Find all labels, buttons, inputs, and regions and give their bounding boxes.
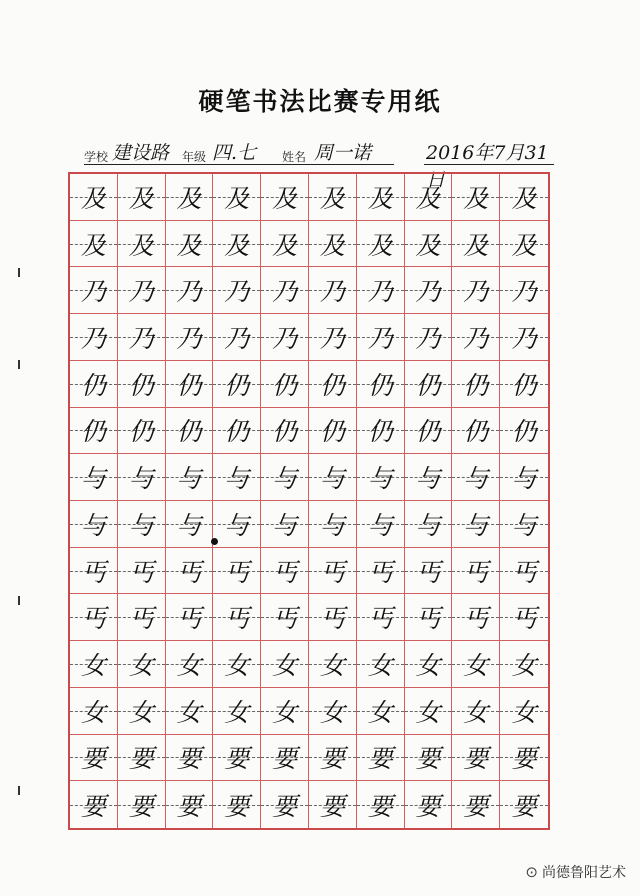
practice-character: 要 xyxy=(511,791,537,821)
practice-character: 要 xyxy=(128,791,154,821)
grid-cell xyxy=(309,267,357,314)
grid-cell xyxy=(70,735,118,782)
grid-cell xyxy=(70,688,118,735)
grid-cell xyxy=(452,361,500,408)
practice-character: 乃 xyxy=(463,323,489,353)
grid-cell xyxy=(70,267,118,314)
grid-cell xyxy=(500,594,548,641)
grid-cell xyxy=(213,688,261,735)
practice-character: 要 xyxy=(319,744,345,774)
grid-cell xyxy=(357,735,405,782)
margin-mark xyxy=(18,360,20,369)
grid-cell xyxy=(166,314,214,361)
grid-cell xyxy=(405,548,453,595)
practice-character: 仍 xyxy=(128,417,154,447)
grid-cell xyxy=(357,688,405,735)
grid-cell xyxy=(405,454,453,501)
practice-character: 与 xyxy=(224,464,250,494)
practice-character: 女 xyxy=(224,697,250,727)
practice-character: 及 xyxy=(272,183,298,213)
grid-cell xyxy=(118,314,166,361)
grid-cell xyxy=(166,267,214,314)
grid-cell xyxy=(70,174,118,221)
grid-cell xyxy=(500,408,548,455)
page-title: 硬笔书法比赛专用纸 xyxy=(198,87,442,116)
grid-cell xyxy=(452,688,500,735)
grid-cell xyxy=(309,548,357,595)
practice-character: 与 xyxy=(80,510,106,540)
grid-cell xyxy=(166,781,214,828)
date-underline xyxy=(424,164,554,165)
practice-character: 乃 xyxy=(176,323,202,353)
grid-cell xyxy=(309,735,357,782)
school-label: 学校 xyxy=(84,150,109,164)
practice-character: 丐 xyxy=(511,604,537,634)
practice-character: 要 xyxy=(224,791,250,821)
grid-cell xyxy=(357,267,405,314)
practice-character: 及 xyxy=(415,230,441,260)
grid-cell xyxy=(357,594,405,641)
grid-cell xyxy=(166,221,214,268)
grid-cell xyxy=(118,501,166,548)
practice-character: 与 xyxy=(511,510,537,540)
practice-character: 乃 xyxy=(319,323,345,353)
grid-cell xyxy=(261,174,309,221)
practice-grid xyxy=(68,172,550,830)
grid-cell xyxy=(213,594,261,641)
grid-cell xyxy=(70,221,118,268)
practice-character: 要 xyxy=(415,791,441,821)
grid-cell xyxy=(357,548,405,595)
grid-cell xyxy=(166,361,214,408)
practice-character: 丐 xyxy=(272,604,298,634)
grid-cell xyxy=(118,174,166,221)
practice-character: 及 xyxy=(415,183,441,213)
grid-cell xyxy=(118,594,166,641)
grid-cell xyxy=(309,174,357,221)
practice-character: 与 xyxy=(319,464,345,494)
grid-cell xyxy=(261,221,309,268)
grid-cell xyxy=(118,408,166,455)
practice-character: 仍 xyxy=(367,370,393,400)
practice-character: 丐 xyxy=(367,604,393,634)
grid-cell xyxy=(357,221,405,268)
practice-character: 乃 xyxy=(80,323,106,353)
practice-character: 要 xyxy=(367,791,393,821)
grid-cell xyxy=(500,361,548,408)
grid-cell xyxy=(500,267,548,314)
practice-character: 丐 xyxy=(272,557,298,587)
grid-cell xyxy=(309,501,357,548)
practice-character: 与 xyxy=(224,510,250,540)
practice-character: 及 xyxy=(272,230,298,260)
practice-character: 乃 xyxy=(176,277,202,307)
practice-character: 仍 xyxy=(176,370,202,400)
grid-cell xyxy=(70,548,118,595)
practice-character: 丐 xyxy=(80,557,106,587)
practice-character: 及 xyxy=(367,230,393,260)
grid-cell xyxy=(309,641,357,688)
grid-cell xyxy=(70,501,118,548)
grid-cell xyxy=(452,735,500,782)
grid-cell xyxy=(309,221,357,268)
practice-character: 女 xyxy=(511,650,537,680)
grid-cell xyxy=(70,454,118,501)
practice-character: 及 xyxy=(80,183,106,213)
practice-character: 乃 xyxy=(128,277,154,307)
practice-character: 与 xyxy=(128,510,154,540)
practice-character: 要 xyxy=(176,791,202,821)
practice-character: 仍 xyxy=(128,370,154,400)
grid-cell xyxy=(261,501,309,548)
grid-cell xyxy=(166,174,214,221)
grid-cell xyxy=(500,174,548,221)
practice-character: 丐 xyxy=(80,604,106,634)
practice-character: 仍 xyxy=(511,417,537,447)
grid-cell xyxy=(500,454,548,501)
practice-character: 要 xyxy=(463,791,489,821)
grade-label: 年级 xyxy=(182,150,207,164)
grid-cell xyxy=(452,781,500,828)
grid-cell xyxy=(357,408,405,455)
grid-cell xyxy=(452,454,500,501)
practice-character: 仍 xyxy=(224,370,250,400)
grid-cell xyxy=(309,454,357,501)
watermark xyxy=(525,862,626,882)
practice-character: 乃 xyxy=(319,277,345,307)
school-value: 建设路 xyxy=(112,142,170,164)
grid-cell xyxy=(405,314,453,361)
practice-character: 女 xyxy=(128,650,154,680)
practice-character: 要 xyxy=(319,791,345,821)
practice-character: 丐 xyxy=(128,604,154,634)
info-underline xyxy=(84,164,394,165)
grid-cell xyxy=(213,361,261,408)
practice-character: 乃 xyxy=(511,277,537,307)
grid-cell xyxy=(118,221,166,268)
practice-character: 乃 xyxy=(415,277,441,307)
practice-character: 女 xyxy=(319,697,345,727)
grid-cell xyxy=(261,548,309,595)
grid-cell xyxy=(261,454,309,501)
practice-character: 与 xyxy=(272,510,298,540)
practice-character: 仍 xyxy=(415,370,441,400)
practice-character: 及 xyxy=(511,230,537,260)
practice-character: 丐 xyxy=(463,557,489,587)
practice-character: 仍 xyxy=(415,417,441,447)
practice-character: 要 xyxy=(367,744,393,774)
practice-character: 女 xyxy=(80,697,106,727)
practice-character: 与 xyxy=(319,510,345,540)
margin-mark xyxy=(18,596,20,605)
practice-character: 及 xyxy=(511,183,537,213)
grid-cell xyxy=(500,501,548,548)
practice-character: 女 xyxy=(415,697,441,727)
grid-cell xyxy=(452,548,500,595)
practice-character: 丐 xyxy=(319,604,345,634)
grid-cell xyxy=(118,641,166,688)
grid-cell xyxy=(118,781,166,828)
grid-cell xyxy=(500,548,548,595)
grid-cell xyxy=(70,314,118,361)
grid-cell xyxy=(166,594,214,641)
grid-cell xyxy=(452,408,500,455)
practice-character: 及 xyxy=(319,183,345,213)
grid-cell xyxy=(261,267,309,314)
practice-character: 丐 xyxy=(176,604,202,634)
practice-character: 仍 xyxy=(80,417,106,447)
practice-character: 与 xyxy=(463,464,489,494)
practice-character: 女 xyxy=(367,650,393,680)
practice-character: 乃 xyxy=(463,277,489,307)
grid-cell xyxy=(70,408,118,455)
practice-character: 及 xyxy=(367,183,393,213)
grid-cell xyxy=(213,501,261,548)
practice-character: 丐 xyxy=(128,557,154,587)
practice-character: 与 xyxy=(415,510,441,540)
grid-cell xyxy=(166,501,214,548)
name-value: 周一诺 xyxy=(314,142,372,164)
grid-cell xyxy=(70,781,118,828)
practice-character: 要 xyxy=(176,744,202,774)
practice-character: 仍 xyxy=(511,370,537,400)
grid-cell xyxy=(309,688,357,735)
practice-character: 乃 xyxy=(272,323,298,353)
practice-character: 乃 xyxy=(367,277,393,307)
grid-cell xyxy=(166,688,214,735)
practice-character: 与 xyxy=(511,464,537,494)
grid-cell xyxy=(357,174,405,221)
grid-cell xyxy=(309,314,357,361)
grid-cell xyxy=(357,641,405,688)
grid-cell xyxy=(500,781,548,828)
practice-character: 丐 xyxy=(415,557,441,587)
name-label: 姓名 xyxy=(282,150,307,164)
watermark-text: 尚德鲁阳艺术 xyxy=(542,865,626,881)
practice-character: 丐 xyxy=(176,557,202,587)
practice-character: 女 xyxy=(80,650,106,680)
grid-cell xyxy=(452,174,500,221)
grid-cell xyxy=(309,594,357,641)
grid-cell xyxy=(309,361,357,408)
practice-character: 丐 xyxy=(415,604,441,634)
practice-character: 仍 xyxy=(319,417,345,447)
grid-cell xyxy=(213,548,261,595)
practice-character: 要 xyxy=(272,791,298,821)
grid-cell xyxy=(357,314,405,361)
practice-character: 乃 xyxy=(511,323,537,353)
grid-cell xyxy=(405,221,453,268)
practice-character: 仍 xyxy=(367,417,393,447)
practice-character: 及 xyxy=(176,230,202,260)
grid-cell xyxy=(261,361,309,408)
grid-cell xyxy=(261,314,309,361)
practice-character: 与 xyxy=(367,464,393,494)
grid-cell xyxy=(452,594,500,641)
practice-character: 女 xyxy=(176,650,202,680)
grid-cell xyxy=(452,641,500,688)
practice-character: 与 xyxy=(80,464,106,494)
practice-character: 仍 xyxy=(463,370,489,400)
grid-cell xyxy=(213,408,261,455)
grid-cell xyxy=(70,641,118,688)
practice-character: 乃 xyxy=(367,323,393,353)
grid-cell xyxy=(118,688,166,735)
grid-cell xyxy=(118,454,166,501)
practice-character: 与 xyxy=(463,510,489,540)
grid-cell xyxy=(261,594,309,641)
practice-character: 要 xyxy=(80,744,106,774)
practice-character: 女 xyxy=(224,650,250,680)
margin-mark xyxy=(18,786,20,795)
practice-character: 仍 xyxy=(272,417,298,447)
grid-cell xyxy=(452,267,500,314)
practice-character: 及 xyxy=(176,183,202,213)
grid-cell xyxy=(261,735,309,782)
grid-cell xyxy=(213,314,261,361)
practice-character: 女 xyxy=(272,697,298,727)
grid-cell xyxy=(70,594,118,641)
grid-cell xyxy=(405,408,453,455)
practice-character: 丐 xyxy=(224,557,250,587)
practice-character: 丐 xyxy=(319,557,345,587)
practice-character: 女 xyxy=(463,650,489,680)
grid-cell xyxy=(452,221,500,268)
practice-character: 乃 xyxy=(80,277,106,307)
practice-character: 乃 xyxy=(224,277,250,307)
practice-character: 乃 xyxy=(224,323,250,353)
practice-character: 要 xyxy=(511,744,537,774)
practice-character: 及 xyxy=(224,230,250,260)
grid-cell xyxy=(166,641,214,688)
practice-character: 及 xyxy=(128,230,154,260)
grid-cell xyxy=(118,548,166,595)
grid-cell xyxy=(261,781,309,828)
grid-cell xyxy=(213,267,261,314)
practice-character: 丐 xyxy=(224,604,250,634)
grid-cell xyxy=(405,641,453,688)
grid-cell xyxy=(309,408,357,455)
practice-character: 及 xyxy=(319,230,345,260)
grid-cell xyxy=(70,361,118,408)
practice-character: 及 xyxy=(463,230,489,260)
grid-cell xyxy=(357,781,405,828)
grade-value: 四.七 xyxy=(212,142,257,164)
practice-character: 要 xyxy=(415,744,441,774)
practice-character: 女 xyxy=(319,650,345,680)
grid-cell xyxy=(405,361,453,408)
practice-character: 女 xyxy=(415,650,441,680)
practice-character: 女 xyxy=(463,697,489,727)
grid-cell xyxy=(118,735,166,782)
grid-cell xyxy=(213,221,261,268)
practice-character: 要 xyxy=(80,791,106,821)
grid-cell xyxy=(213,735,261,782)
grid-cell xyxy=(118,267,166,314)
grid-cell xyxy=(405,174,453,221)
grid-cell xyxy=(357,361,405,408)
grid-cell xyxy=(500,314,548,361)
margin-mark xyxy=(18,268,20,277)
grid-cell xyxy=(213,641,261,688)
practice-character: 仍 xyxy=(272,370,298,400)
practice-character: 乃 xyxy=(415,323,441,353)
practice-character: 与 xyxy=(272,464,298,494)
grid-cell xyxy=(166,408,214,455)
grid-cell xyxy=(405,688,453,735)
date-value: 2016年7月31日 xyxy=(426,142,549,191)
practice-character: 仍 xyxy=(80,370,106,400)
practice-character: 女 xyxy=(176,697,202,727)
grid-cell xyxy=(261,688,309,735)
grid-cell xyxy=(452,314,500,361)
grid-cell xyxy=(357,454,405,501)
practice-character: 及 xyxy=(80,230,106,260)
grid-cell xyxy=(309,781,357,828)
practice-character: 乃 xyxy=(128,323,154,353)
wechat-icon: ⊙ xyxy=(525,863,538,881)
grid-cell xyxy=(405,501,453,548)
practice-character: 与 xyxy=(367,510,393,540)
practice-character: 及 xyxy=(224,183,250,213)
grid-cell xyxy=(357,501,405,548)
grid-cell xyxy=(213,781,261,828)
grid-cell xyxy=(118,361,166,408)
grid-cell xyxy=(405,735,453,782)
grid-cell xyxy=(213,454,261,501)
practice-character: 女 xyxy=(511,697,537,727)
practice-character: 仍 xyxy=(463,417,489,447)
practice-character: 与 xyxy=(415,464,441,494)
practice-character: 仍 xyxy=(224,417,250,447)
info-line xyxy=(84,138,554,191)
practice-character: 丐 xyxy=(367,557,393,587)
practice-character: 女 xyxy=(128,697,154,727)
grid-cell xyxy=(213,174,261,221)
grid-cell xyxy=(500,221,548,268)
grid-cell xyxy=(452,501,500,548)
practice-character: 要 xyxy=(128,744,154,774)
grid-cell xyxy=(405,594,453,641)
practice-character: 乃 xyxy=(272,277,298,307)
practice-character: 仍 xyxy=(176,417,202,447)
grid-cell xyxy=(500,735,548,782)
practice-character: 女 xyxy=(272,650,298,680)
grid-cell xyxy=(261,408,309,455)
practice-character: 与 xyxy=(128,464,154,494)
grid-cell xyxy=(261,641,309,688)
practice-character: 仍 xyxy=(319,370,345,400)
grid-cell xyxy=(166,454,214,501)
practice-character: 及 xyxy=(128,183,154,213)
practice-character: 与 xyxy=(176,464,202,494)
grid-cell xyxy=(166,735,214,782)
practice-character: 丐 xyxy=(463,604,489,634)
practice-character: 女 xyxy=(367,697,393,727)
practice-character: 要 xyxy=(224,744,250,774)
practice-character: 及 xyxy=(463,183,489,213)
grid-cell xyxy=(405,267,453,314)
grid-cell xyxy=(500,641,548,688)
practice-character: 要 xyxy=(463,744,489,774)
grid-cell xyxy=(405,781,453,828)
grid-cell xyxy=(500,688,548,735)
practice-character: 要 xyxy=(272,744,298,774)
practice-character: 与 xyxy=(176,510,202,540)
practice-character: 丐 xyxy=(511,557,537,587)
grid-cell xyxy=(166,548,214,595)
